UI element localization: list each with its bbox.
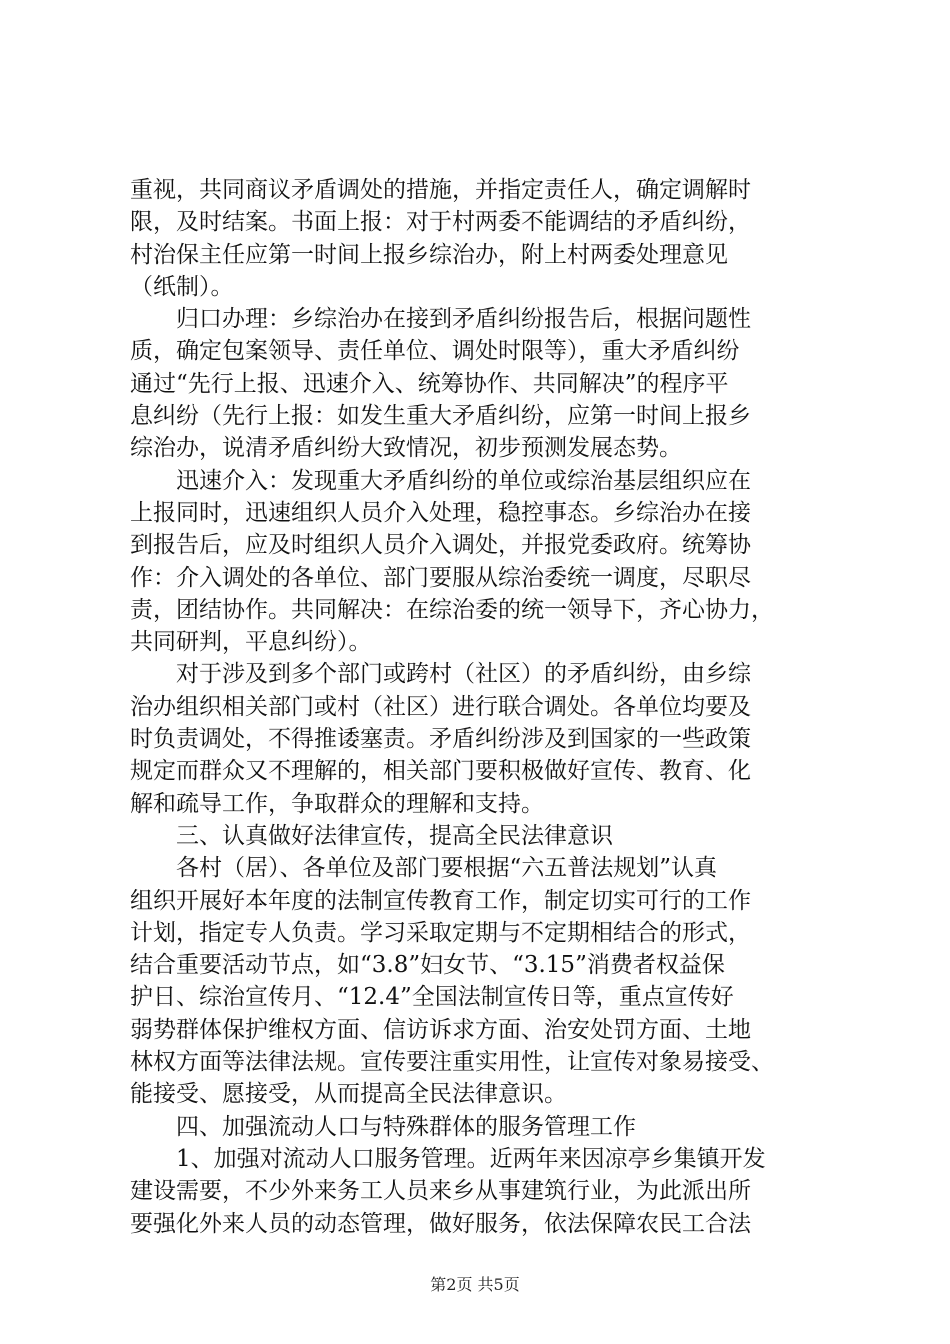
- text-line: 解和疏导工作，争取群众的理解和支持。: [130, 790, 544, 817]
- text-line: 迅速介入：发现重大矛盾纠纷的单位或综治基层组织应在: [176, 467, 751, 494]
- text-line: 护日、综治宣传月、“12.4”全国法制宣传日等，重点宣传好: [130, 984, 734, 1011]
- text-line: 到报告后，应及时组织人员介入调处，并报党委政府。统筹协: [130, 532, 751, 559]
- text-line: 作：介入调处的各单位、部门要服从综治委统一调度，尽职尽: [130, 564, 751, 591]
- text-line: 息纠纷（先行上报：如发生重大矛盾纠纷，应第一时间上报乡: [130, 403, 751, 430]
- text-line: （纸制）。: [130, 273, 234, 300]
- text-line: 重视，共同商议矛盾调处的措施，并指定责任人，确定调解时: [130, 177, 751, 203]
- text-line: 能接受、愿接受，从而提高全民法律意识。: [130, 1081, 567, 1108]
- section-heading: 三、认真做好法律宣传，提高全民法律意识: [176, 822, 613, 849]
- text-line: 限，及时结案。书面上报：对于村两委不能调结的矛盾纠纷，: [130, 209, 751, 236]
- text-line: 规定而群众又不理解的，相关部门要积极做好宣传、教育、化: [130, 758, 751, 785]
- text-line: 组织开展好本年度的法制宣传教育工作，制定切实可行的工作: [130, 887, 751, 914]
- text-line: 通过“先行上报、迅速介入、统筹协作、共同解决”的程序平: [130, 370, 729, 397]
- text-line: 计划，指定专人负责。学习采取定期与不定期相结合的形式，: [130, 919, 751, 946]
- text-line: 共同研判，平息纠纷）。: [130, 629, 372, 656]
- text-line: 弱势群体保护维权方面、信访诉求方面、治安处罚方面、土地: [130, 1016, 751, 1043]
- text-line: 1、加强对流动人口服务管理。近两年来因凉亭乡集镇开发: [176, 1145, 766, 1172]
- text-line: 时负责调处，不得推诿塞责。矛盾纠纷涉及到国家的一些政策: [130, 726, 751, 753]
- text-line: 各村（居）、各单位及部门要根据“六五普法规划”认真: [176, 855, 718, 882]
- text-line: 归口办理：乡综治办在接到矛盾纠纷报告后，根据问题性: [176, 306, 751, 333]
- text-line: 责，团结协作。共同解决：在综治委的统一领导下，齐心协力，: [130, 596, 774, 623]
- text-line: 治办组织相关部门或村（社区）进行联合调处。各单位均要及: [130, 693, 751, 720]
- text-line: 对于涉及到多个部门或跨村（社区）的矛盾纠纷，由乡综: [176, 661, 751, 688]
- page-footer: 第2页 共5页: [430, 1275, 520, 1294]
- text-line: 综治办，说清矛盾纠纷大致情况，初步预测发展态势。: [130, 435, 682, 462]
- text-line: 村治保主任应第一时间上报乡综治办，附上村两委处理意见: [130, 241, 728, 268]
- text-line: 要强化外来人员的动态管理，做好服务，依法保障农民工合法: [130, 1210, 751, 1237]
- text-line: 结合重要活动节点，如“3.8”妇女节、“3.15”消费者权益保: [130, 952, 725, 979]
- text-line: 林权方面等法律法规。宣传要注重实用性，让宣传对象易接受、: [130, 1049, 774, 1076]
- body-text: [130, 174, 842, 1240]
- section-heading: 四、加强流动人口与特殊群体的服务管理工作: [176, 1113, 636, 1140]
- text-line: 上报同时，迅速组织人员介入处理，稳控事态。乡综治办在接: [130, 499, 751, 526]
- text-line: 建设需要，不少外来务工人员来乡从事建筑行业，为此派出所: [130, 1178, 751, 1205]
- text-line: 质，确定包案领导、责任单位、调处时限等），重大矛盾纠纷: [130, 338, 740, 365]
